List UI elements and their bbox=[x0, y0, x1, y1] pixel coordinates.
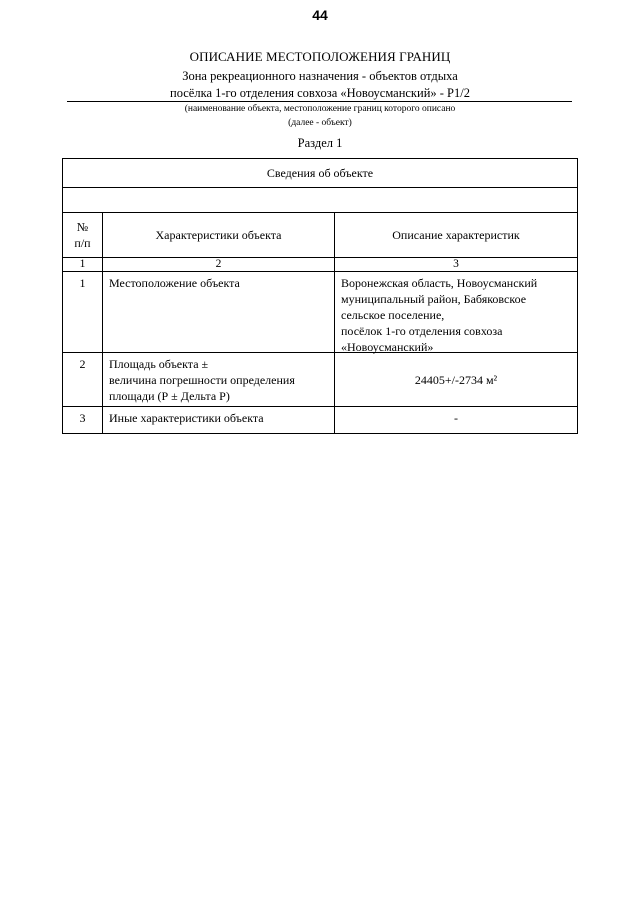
description-line: сельское поселение, bbox=[341, 308, 445, 322]
column-header-number bbox=[63, 213, 103, 257]
characteristic-line: Площадь объекта ± bbox=[109, 357, 209, 371]
column-number: 1 bbox=[63, 258, 103, 271]
section-title: Раздел 1 bbox=[297, 136, 343, 150]
row-description bbox=[335, 353, 577, 406]
table-header-row bbox=[63, 159, 577, 187]
row-description bbox=[335, 272, 577, 352]
characteristic-line: Местоположение объекта bbox=[109, 276, 240, 290]
underline-rule bbox=[67, 101, 572, 102]
row-number: 2 bbox=[63, 353, 103, 406]
table-empty-row bbox=[63, 187, 577, 212]
object-note-line-1: (наименование объекта, местоположение границ которого описано bbox=[184, 104, 456, 114]
row-number: 1 bbox=[63, 272, 103, 352]
object-note-line-2: (далее - объект) bbox=[288, 118, 352, 128]
object-info-table bbox=[62, 158, 578, 434]
table-row bbox=[63, 271, 577, 352]
characteristic-line: Иные характеристики объекта bbox=[109, 411, 264, 425]
row-characteristic bbox=[103, 407, 335, 433]
zone-name-line-1: Зона рекреационного назначения - объектов отдыха bbox=[182, 69, 458, 83]
characteristic-line: площади (Р ± Дельта Р) bbox=[109, 389, 230, 403]
description-line: Воронежская область, Новоусманский bbox=[341, 276, 538, 290]
table-header: Сведения об объекте bbox=[266, 165, 374, 180]
characteristic-line: величина погрешности определения bbox=[109, 373, 295, 387]
row-characteristic bbox=[103, 272, 335, 352]
table-row bbox=[63, 406, 577, 433]
column-header-description: Описание характеристик bbox=[392, 228, 520, 242]
description-line: - bbox=[454, 411, 458, 425]
column-number: 2 bbox=[103, 258, 335, 271]
column-header-characteristics: Характеристики объекта bbox=[103, 213, 335, 257]
zone-name-line-2: посёлка 1-го отделения совхоза «Новоусманский» - Р1/2 bbox=[170, 86, 470, 100]
row-description bbox=[335, 407, 577, 433]
description-line: посёлок 1-го отделения совхоза bbox=[341, 324, 503, 338]
row-characteristic bbox=[103, 353, 335, 406]
description-line: муниципальный район, Бабяковское bbox=[341, 292, 527, 306]
column-header-number-line-1: № bbox=[76, 220, 89, 234]
column-numbers-row bbox=[63, 257, 577, 271]
column-number: 3 bbox=[453, 258, 459, 270]
column-headers-row bbox=[63, 212, 577, 257]
document-title: ОПИСАНИЕ МЕСТОПОЛОЖЕНИЯ ГРАНИЦ bbox=[189, 49, 451, 64]
table-row bbox=[63, 352, 577, 406]
page-number: 44 bbox=[312, 7, 328, 23]
description-line: «Новоусманский» bbox=[341, 340, 434, 354]
area-value: 24405+/-2734 м² bbox=[414, 372, 498, 387]
row-number: 3 bbox=[63, 407, 103, 433]
column-header-number-line-2: п/п bbox=[74, 236, 91, 250]
